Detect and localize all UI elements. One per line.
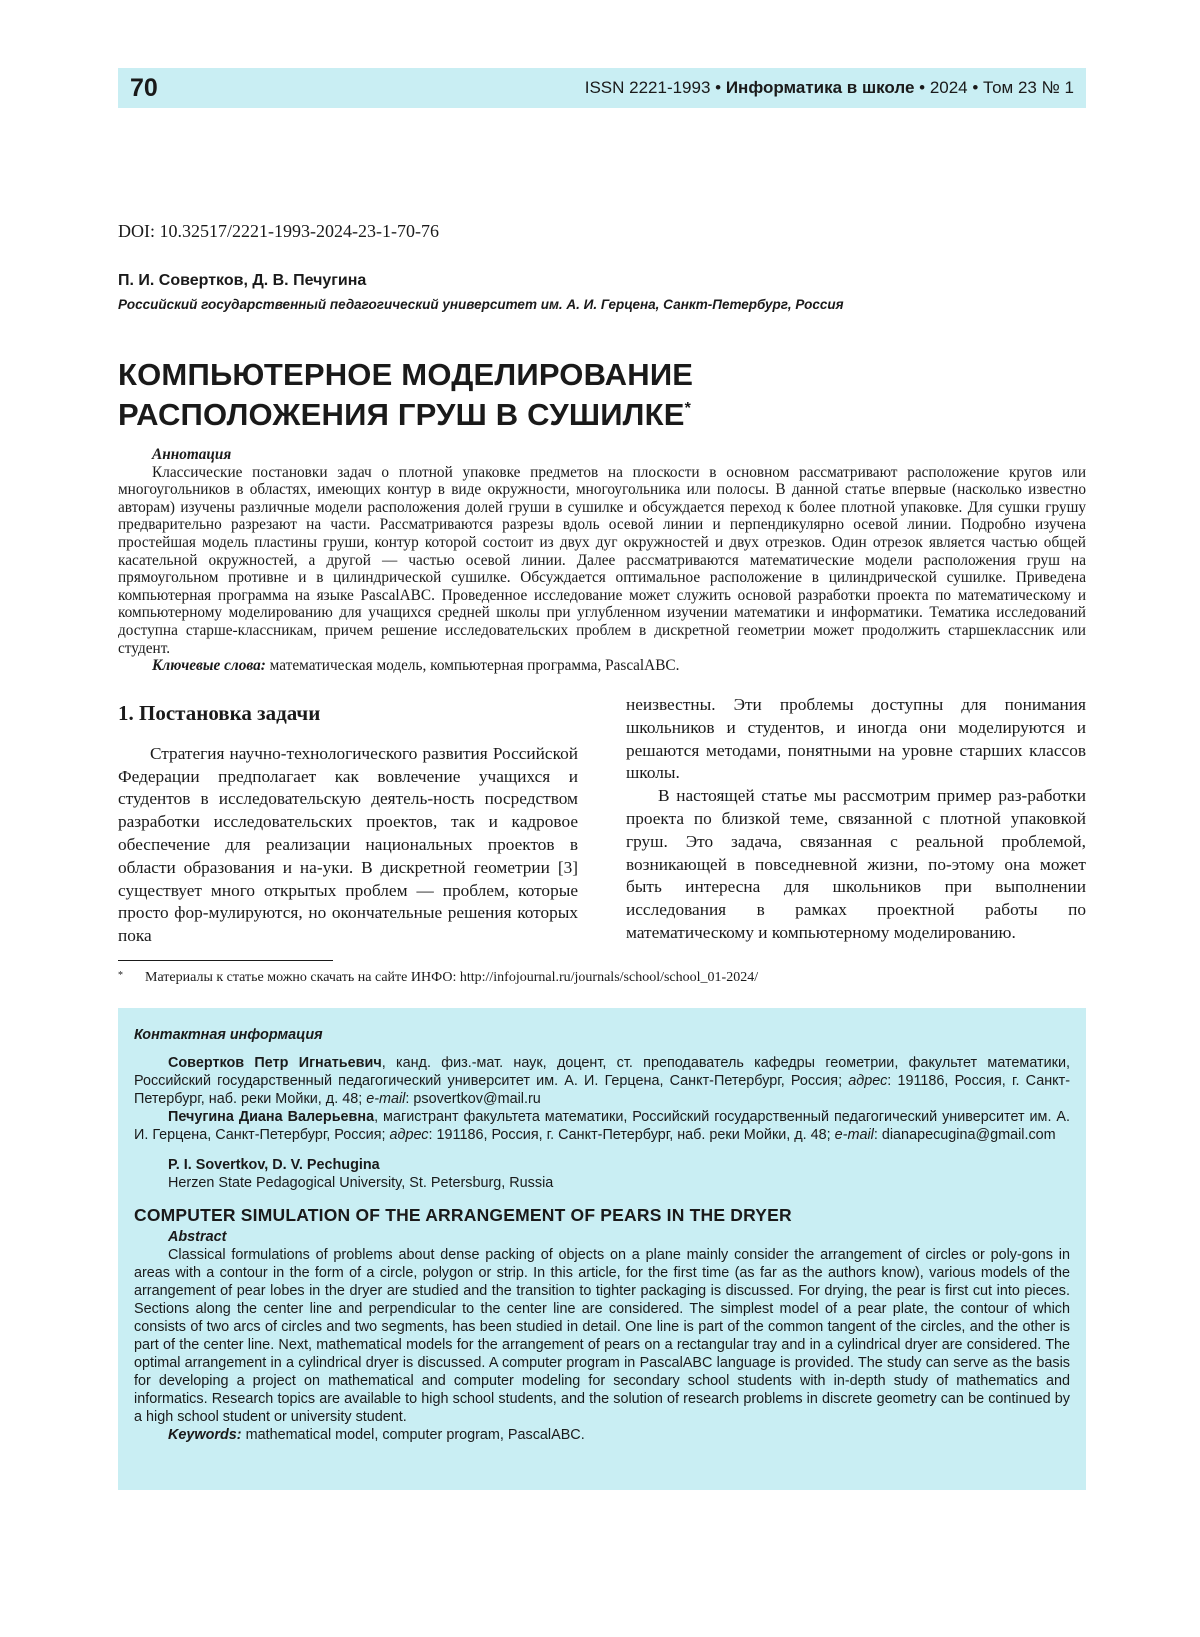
- english-abstract-label: Abstract: [134, 1228, 1070, 1246]
- footnote-divider: [118, 960, 333, 961]
- footnote: [118, 970, 758, 986]
- english-authors-block: [134, 1156, 1070, 1192]
- footnote-text: Материалы к статье можно скачать на сайте ИНФО: http://infojournal.ru/journals/school/school_01-2024/: [145, 970, 758, 985]
- keywords-label: Ключевые слова:: [152, 657, 266, 674]
- running-header: [118, 68, 1086, 108]
- english-affiliation: Herzen State Pedagogical University, St. Petersburg, Russia: [168, 1174, 1070, 1192]
- title-footnote-mark: *: [685, 400, 691, 417]
- english-title: COMPUTER SIMULATION OF THE ARRANGEMENT OF PEARS IN THE DRYER: [134, 1206, 1070, 1224]
- journal-info: [585, 78, 1074, 98]
- contact-person-2: Печугина Диана Валерьевна, магистрант факультета математики, Российский государственный педагогический университет им. А. И. Герцена, Санкт-Петербург, Россия; адрес: 191186, Россия, г. Санкт-Петербург, наб. реки Мойки, д. 48; e-mail: dianapecugina@gmail.com: [134, 1108, 1070, 1144]
- title-line-2: РАСПОЛОЖЕНИЯ ГРУШ В СУШИЛКЕ*: [118, 395, 1078, 435]
- authors: П. И. Совертков, Д. В. Печугина: [118, 272, 366, 290]
- abstract-label: Аннотация: [118, 446, 1086, 464]
- keywords-text: математическая модель, компьютерная программа, PascalABC.: [270, 657, 680, 674]
- article-title: [118, 355, 1078, 435]
- right-column: [626, 694, 1086, 945]
- journal-name: Информатика в школе: [726, 78, 915, 97]
- contact-heading: Контактная информация: [134, 1026, 1070, 1044]
- year-volume: • 2024 • Том 23 № 1: [919, 78, 1074, 97]
- contact-info-box: [118, 1008, 1086, 1490]
- english-keywords: Keywords: mathematical model, computer program, PascalABC.: [134, 1426, 1070, 1444]
- abstract: [118, 446, 1086, 675]
- issn: ISSN 2221-1993 •: [585, 78, 721, 97]
- english-authors: P. I. Sovertkov, D. V. Pechugina: [168, 1156, 1070, 1174]
- title-line-1: КОМПЬЮТЕРНОЕ МОДЕЛИРОВАНИЕ: [118, 355, 1078, 395]
- section-heading: 1. Постановка задачи: [118, 702, 578, 725]
- english-abstract-text: Classical formulations of problems about dense packing of objects on a plane mainly consider the arrangement of circles or poly-gons in areas with a contour in the form of a circle, polygon or strip. In this article, for the first time (as far as the authors know), various models of the arrangement of pear lobes in the dryer are studied and the transition to tighter packaging is discussed. For drying, the pear is first cut into pieces. Sections along the center line and perpendicular to the center line are considered. The simplest model of a pear plate, the contour of which consists of two arcs of circles and two segments, has been studied in detail. One line is part of the common tangent of the circles, and the other is part of the center line. Next, mathematical models for the arrangement of pears on a rectangular tray and in a cylindrical dryer are considered. The optimal arrangement in a cylindrical dryer is discussed. A computer program in PascalABC language is provided. The study can serve as the basis for developing a project on mathematical and computer modeling for secondary school students with in-depth study of mathematics and informatics. Research topics are available to high school students, and the solution of research problems in discrete geometry can be continued by a high school student or university student.: [134, 1246, 1070, 1426]
- affiliation: Российский государственный педагогический университет им. А. И. Герцена, Санкт-Петербург, Россия: [118, 297, 844, 312]
- abstract-text: Классические постановки задач о плотной упаковке предметов на плоскости в основном рассматривают расположение кругов или многоугольников в областях, имеющих контур в виде окружности, многоугольника или полосы. В данной статье впервые (насколько известно авторам) изучены различные модели расположения долей груши в сушилке и обсуждается переход к более плотной упаковке. Для сушки грушу предварительно разрезают на части. Рассматриваются разрезы вдоль осевой линии и перпендикулярно осевой линии. Подробно изучена простейшая модель пластины груши, контур которой состоит из двух дуг окружностей и двух отрезков. Один отрезок является частью общей касательной окружностей, а другой — частью осевой линии. Далее рассматриваются математические модели расположения груш на прямоугольном противне и в цилиндрической сушилке. Обсуждается оптимальное расположение в цилиндрической сушилке. Приведена компьютерная программа на языке PascalABC. Проведенное исследование может служить основой разработки проекта по математическому и компьютерному моделированию для учащихся средней школы при углубленном изучении математики и информатики. Тематика исследований доступна старше-классникам, причем решение исследовательских проблем в дискретной геометрии может продолжить старшеклассник или студент.: [118, 464, 1086, 658]
- body-paragraph: Стратегия научно-технологического развития Российской Федерации предполагает как вовлечение учащихся и студентов в исследовательскую деятель-ность посредством разработки исследовательских проектов, так и кадровое обеспечение для реализации национальных проектов в области образования и на-уки. В дискретной геометрии [3] существует много открытых проблем — проблем, которые просто фор-мулируются, но окончательные решения которых пока: [118, 743, 578, 948]
- left-column: [118, 694, 578, 948]
- contact-person-1: Совертков Петр Игнатьевич, канд. физ.-мат. наук, доцент, ст. преподаватель кафедры геометрии, факультет математики, Российский государственный педагогический университет им. А. И. Герцена, Санкт-Петербург, Россия; адрес: 191186, Россия, г. Санкт-Петербург, наб. реки Мойки, д. 48; e-mail: psovertkov@mail.ru: [134, 1054, 1070, 1108]
- page-number: 70: [130, 74, 158, 103]
- footnote-mark: *: [118, 970, 123, 981]
- body-paragraph: В настоящей статье мы рассмотрим пример раз-работки проекта по близкой теме, связанной с плотной упаковкой груш. Это задача, связанная с реальной проблемой, возникающей в повседневной жизни, по-этому она может быть интересна для школьников при выполнении исследования в рамках проектной работы по математическому и компьютерному моделированию.: [626, 785, 1086, 945]
- doi: DOI: 10.32517/2221-1993-2024-23-1-70-76: [118, 221, 439, 242]
- keywords: [118, 657, 1086, 675]
- body-paragraph: неизвестны. Эти проблемы доступны для понимания школьников и студентов, и иногда они моделируются и решаются методами, понятными на уровне старших классов школы.: [626, 694, 1086, 785]
